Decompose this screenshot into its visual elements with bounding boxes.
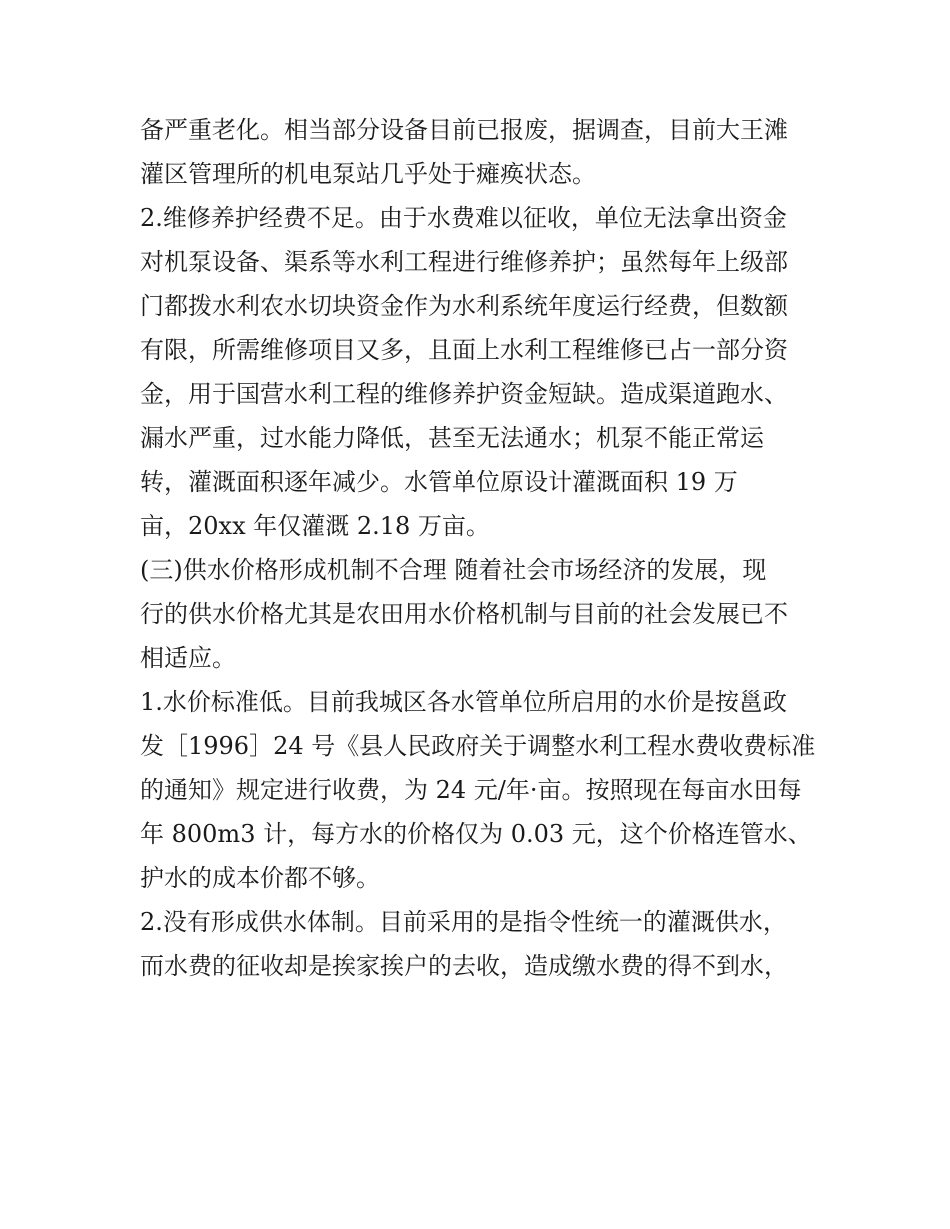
text-line: 有限，所需维修项目又多，且面上水利工程维修已占一部分资	[140, 336, 788, 364]
body-text	[140, 108, 820, 988]
text-line: 对机泵设备、渠系等水利工程进行维修养护；虽然每年上级部	[140, 248, 788, 276]
text-line: 亩，20xx 年仅灌溉 2.18 万亩。	[140, 512, 490, 540]
text-line: 而水费的征收却是挨家挨户的去收，造成缴水费的得不到水，	[140, 952, 788, 980]
text-line: 行的供水价格尤其是农田用水价格机制与目前的社会发展已不	[140, 600, 788, 628]
text-line: 的通知》规定进行收费，为 24 元/年·亩。按照现在每亩水田每	[140, 776, 802, 804]
text-line: 漏水严重，过水能力降低，甚至无法通水；机泵不能正常运	[140, 424, 764, 452]
text-line: 金，用于国营水利工程的维修养护资金短缺。造成渠道跑水、	[140, 380, 788, 408]
text-line: 门都拨水利农水切块资金作为水利系统年度运行经费，但数额	[140, 292, 788, 320]
text-line: 转，灌溉面积逐年减少。水管单位原设计灌溉面积 19 万	[140, 468, 738, 496]
text-line: 灌区管理所的机电泵站几乎处于瘫痪状态。	[140, 160, 596, 188]
text-line: 2.没有形成供水体制。目前采用的是指令性统一的灌溉供水，	[140, 908, 787, 936]
text-line: 1.水价标准低。目前我城区各水管单位所启用的水价是按邕政	[140, 688, 787, 716]
text-line: 备严重老化。相当部分设备目前已报废，据调查，目前大王滩	[140, 116, 788, 144]
text-line: (三)供水价格形成机制不合理 随着社会市场经济的发展，现	[140, 556, 767, 584]
text-line: 发［1996］24 号《县人民政府关于调整水利工程水费收费标准	[140, 732, 816, 760]
text-line: 年 800m3 计，每方水的价格仅为 0.03 元，这个价格连管水、	[140, 820, 812, 848]
text-line: 护水的成本价都不够。	[140, 864, 380, 892]
text-line: 相适应。	[140, 644, 236, 672]
text-line: 2.维修养护经费不足。由于水费难以征收，单位无法拿出资金	[140, 204, 787, 232]
